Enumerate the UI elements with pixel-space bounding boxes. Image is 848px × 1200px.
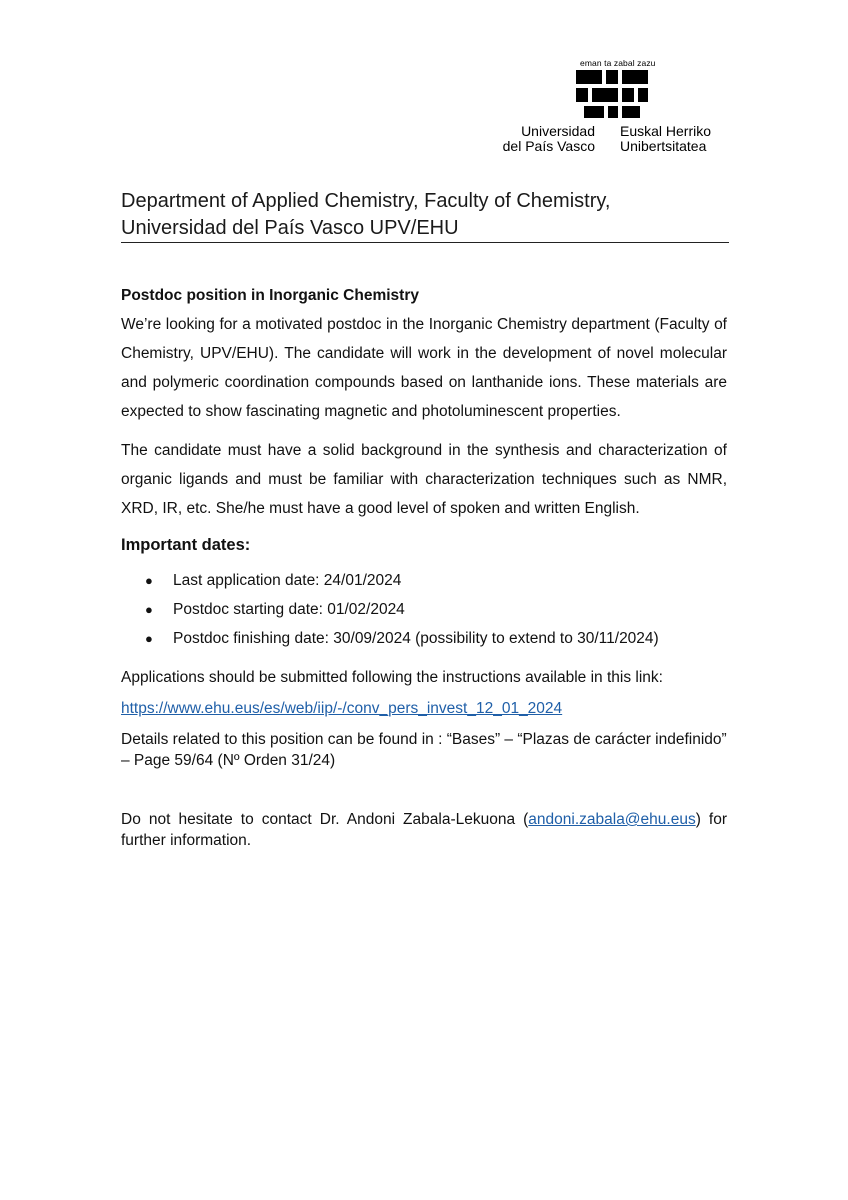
list-item — [121, 624, 727, 653]
requirements-paragraph: The candidate must have a solid background in the synthesis and characterization of organic ligands and must be familiar with characterization techniques such as NMR, XRD, IR, etc. She/he must have a good level of spoken and written English. — [121, 442, 727, 517]
contact-text-after: ) for further information. — [121, 811, 727, 849]
contact-paragraph — [121, 809, 727, 851]
logo-text-line: Unibertsitatea — [620, 138, 707, 154]
bullet-icon: ● — [145, 602, 153, 617]
list-item — [121, 595, 727, 624]
list-item — [121, 566, 727, 595]
position-title: Postdoc position in Inorganic Chemistry — [121, 287, 419, 304]
dates-heading: Important dates: — [121, 536, 251, 554]
description-paragraph: We’re looking for a motivated postdoc in the Inorganic Chemistry department (Faculty of Chemistry, UPV/EHU). The candidate will work in the development of novel molecular and polymeric coordination compounds based on lanthanide ions. These materials are expected to show fascinating magnetic and photoluminescent properties. — [121, 316, 727, 420]
date-text: Postdoc finishing date: 30/09/2024 (possibility to extend to 30/11/2024) — [173, 630, 659, 647]
logo-text-line: del País Vasco — [502, 138, 595, 154]
date-text: Last application date: 24/01/2024 — [173, 572, 402, 589]
department-header-line: Department of Applied Chemistry, Faculty of Chemistry, — [121, 190, 611, 212]
date-text: Postdoc starting date: 01/02/2024 — [173, 601, 405, 618]
applications-text: Applications should be submitted following the instructions available in this link: — [121, 669, 663, 686]
logo-text-line: Universidad — [521, 123, 595, 139]
bullet-icon: ● — [145, 573, 153, 588]
department-header-line: Universidad del País Vasco UPV/EHU — [121, 217, 459, 239]
header-divider — [121, 242, 729, 243]
dates-list — [121, 566, 727, 653]
document-body — [121, 284, 727, 851]
logo-text-line: Euskal Herriko — [620, 123, 712, 139]
university-logo-icon — [576, 70, 648, 118]
logo-motto: eman ta zabal zazu — [580, 58, 656, 68]
department-header — [121, 188, 731, 242]
details-text: Details related to this position can be found in : “Bases” – “Plazas de carácter indefinido” – Page 59/64 (Nº Orden 31/24) — [121, 731, 727, 769]
bullet-icon: ● — [145, 631, 153, 646]
contact-text-before: Do not hesitate to contact Dr. Andoni Zabala-Lekuona ( — [121, 811, 529, 828]
application-link[interactable]: https://www.ehu.eus/es/web/iip/-/conv_pers_invest_12_01_2024 — [121, 700, 563, 717]
logo-text-spanish — [503, 124, 595, 154]
logo-text-basque — [620, 124, 711, 154]
applications-link-line — [121, 694, 727, 723]
contact-email-link[interactable]: andoni.zabala@ehu.eus — [528, 811, 696, 828]
